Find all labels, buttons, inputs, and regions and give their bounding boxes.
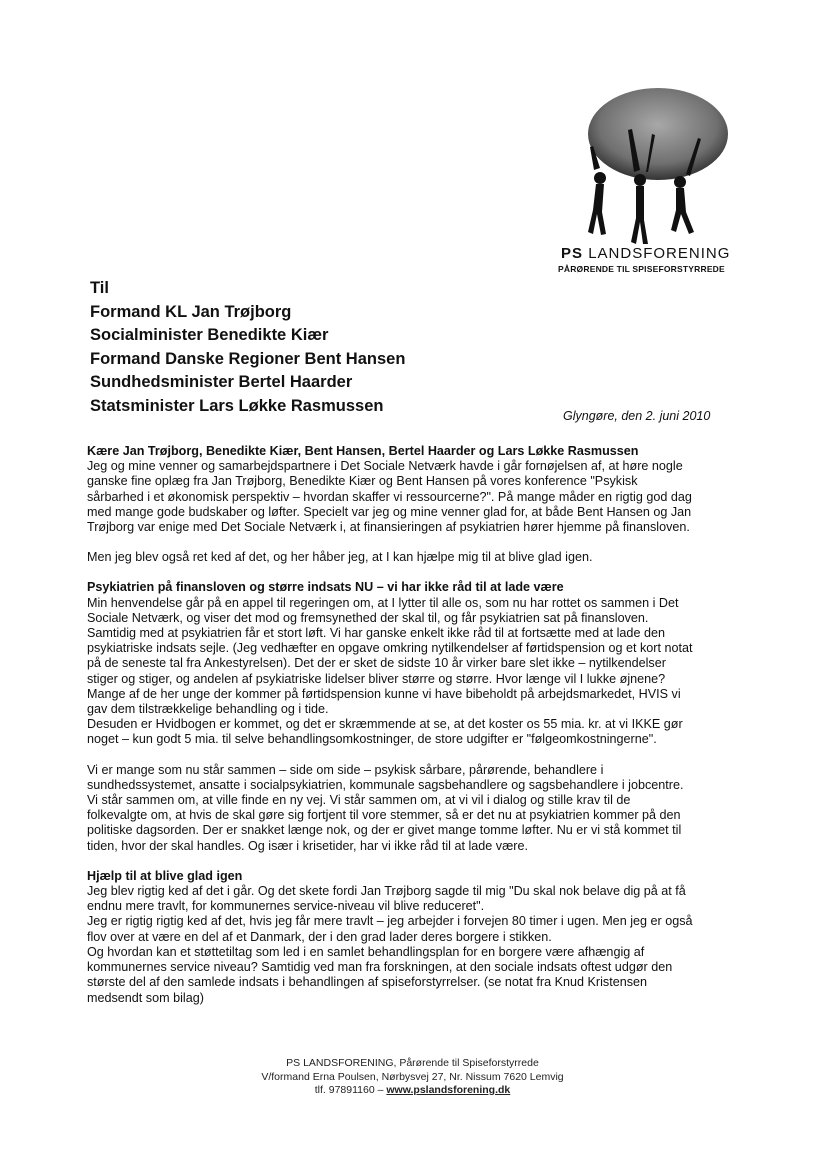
text-line: Og hvordan kan et støttetiltag som led i en samlet behandlingsplan for en borgere være afhængig af: [87, 944, 645, 959]
paragraph-finansloven: [87, 596, 747, 748]
intro-paragraph: [87, 459, 747, 535]
text-line: ganske fine oplæg fra Jan Trøjborg, Benedikte Kiær og Bent Hansen på vores konference "Psykisk: [87, 474, 638, 489]
paragraph-glad-igen: [87, 884, 747, 1006]
text-line: Vi er mange som nu står sammen – side om side – psykisk sårbare, pårørende, behandlere i: [87, 762, 604, 777]
text-line: noget – kun godt 5 mia. til selve behandlingsomkostninger, de store udgifter er "følgeomkostningerne".: [87, 732, 657, 747]
footer-org-line: PS LANDSFORENING, Pårørende til Spiseforstyrrede: [286, 1057, 539, 1069]
text-line: politiske dagsorden. Der er snakket længe nok, og der er givet mange tomme løfter. Nu er vi stå kommet til: [87, 823, 682, 838]
text-line: største del af den samlede indsats i behandlingen af spiseforstyrrelser. (se notat fra Knud Kristensen: [87, 975, 648, 990]
section-heading: Hjælp til at blive glad igen: [87, 868, 243, 883]
text-line: Vi står sammen om, at ville finde en ny vej. Vi står sammen om, at vi vil i dialog og stille krav til de: [87, 793, 631, 808]
text-line: kommunernes service niveau? Samtidig ved man fra forskningen, at den sociale indsats oftest udgør den: [87, 960, 673, 975]
text-line: Trøjborg var enige med Det Sociale Netværk i, at finansieringen af psykiatrien hører hjemme på finansloven.: [87, 520, 690, 535]
text-line: Jeg og mine venner og samarbejdspartnere i Det Sociale Netværk havde i går fornøjelsen af, at høre nogle: [87, 459, 683, 474]
recipient-line: Formand KL Jan Trøjborg: [90, 302, 292, 321]
section-heading: Psykiatrien på finansloven og større indsats NU – vi har ikke råd til at lade være: [87, 580, 564, 595]
text-line: flov over at være en del af et Danmark, der i den grad lader deres borgere i stikken.: [87, 929, 552, 944]
text-line: Jeg er rigtig rigtig ked af det, hvis jeg får mere travlt – jeg arbejder i forvejen 80 timer i ugen. Men jeg er også: [87, 914, 693, 929]
text-line: Desuden er Hvidbogen er kommet, og det er skræmmende at se, at det koster os 55 mia. kr. at vi IKKE gør: [87, 717, 683, 732]
recipient-line: Socialminister Benedikte Kiær: [90, 326, 329, 344]
text-line: Sociale Netværk, og viser det mod og fremsynethed der skal til, og får psykiatrien sat på finansloven.: [87, 610, 649, 625]
recipient-line: Til: [90, 279, 109, 297]
text-line: med mange gode budskaber og løfter. Specielt var jeg og mine venner glad for, at både Bent Hansen og Jan: [87, 504, 692, 519]
letter-body: [87, 444, 747, 1006]
paragraph-sammen: [87, 763, 747, 854]
date-line: Glyngøre, den 2. juni 2010: [563, 409, 711, 423]
recipient-line: Formand Danske Regioner Bent Hansen: [90, 349, 406, 368]
logo-brand-name: LANDSFORENING: [588, 245, 731, 262]
text-line: stiger og stiger, og andelen af psykiatriske lidelser bliver større og større. Hvor længe vil I lukke øjnene?: [87, 671, 666, 686]
footer: [0, 1057, 825, 1098]
logo-brand-bold: PS: [561, 245, 584, 262]
text-line: Mange af de her unge der kommer på førtidspension kunne vi have bibeholdt på arbejdsmarkedet, HVIS vi: [87, 686, 681, 701]
recipient-line: Sundhedsminister Bertel Haarder: [90, 373, 353, 391]
text-line: psykiatriske indsats sejle. (Jeg vedhæfter en opgave omkring nytilkendelser af førtidspension og et kort notat: [87, 641, 693, 656]
footer-contact-line: [0, 1084, 825, 1098]
logo-subtitle: PÅRØRENDE TIL SPISEFORSTYRREDE: [558, 264, 725, 274]
recipient-line: Statsminister Lars Løkke Rasmussen: [90, 396, 384, 415]
text-line: tiden, hvor der skal handles. Og især i krisetider, har vi ikke råd til at lade være.: [87, 838, 528, 853]
sad-line: Men jeg blev også ret ked af det, og her håber jeg, at I kan hjælpe mig til at blive glad igen.: [87, 550, 593, 565]
text-line: Samtidig med at psykiatrien får et stort løft. Vi har ganske enkelt ikke råd til at fortsætte med at lade den: [87, 626, 665, 641]
text-line: endnu mere travlt, for kommunernes service-niveau vil blive reduceret".: [87, 899, 485, 914]
text-line: gav dem tilstrækkelige behandling og i tide.: [87, 702, 329, 717]
text-line: sundhedssystemet, ansatte i socialpsykiatrien, kommunale sagsbehandlere og sagsbehandlere i jobcentre.: [87, 777, 684, 792]
logo-brand: [561, 245, 730, 262]
text-line: Min henvendelse går på en appel til regeringen om, at I lytter til alle os, som nu har rottet os sammen i Det: [87, 595, 679, 610]
greeting: Kære Jan Trøjborg, Benedikte Kiær, Bent Hansen, Bertel Haarder og Lars Løkke Rasmussen: [87, 444, 639, 458]
footer-address-line: V/formand Erna Poulsen, Nørbysvej 27, Nr. Nissum 7620 Lemvig: [261, 1070, 564, 1083]
website-link[interactable]: www.pslandsforening.dk: [386, 1084, 511, 1096]
text-line: medsendt som bilag): [87, 990, 204, 1005]
text-line: Jeg blev rigtig ked af det i går. Og det skete fordi Jan Trøjborg sagde til mig "Du skal nok belave dig på at få: [87, 884, 686, 899]
text-line: på de seneste tal fra Ankestyrelsen). Det der er sket de sidste 10 år virker bare slet ikke – nytilkendelser: [87, 656, 666, 671]
footer-phone: tlf. 97891160 –: [314, 1084, 387, 1096]
text-line: sårbarhed i et økonomisk perspektiv – hvordan skaffer vi ressourcerne?". På mange måder en rigtig god dag: [87, 489, 692, 504]
text-line: folkevalgte om, at hvis de skal gøre sig fortjent til vore stemmer, så er det nu at psykiatrien kommer på den: [87, 808, 681, 823]
recipient-block: [90, 277, 405, 418]
